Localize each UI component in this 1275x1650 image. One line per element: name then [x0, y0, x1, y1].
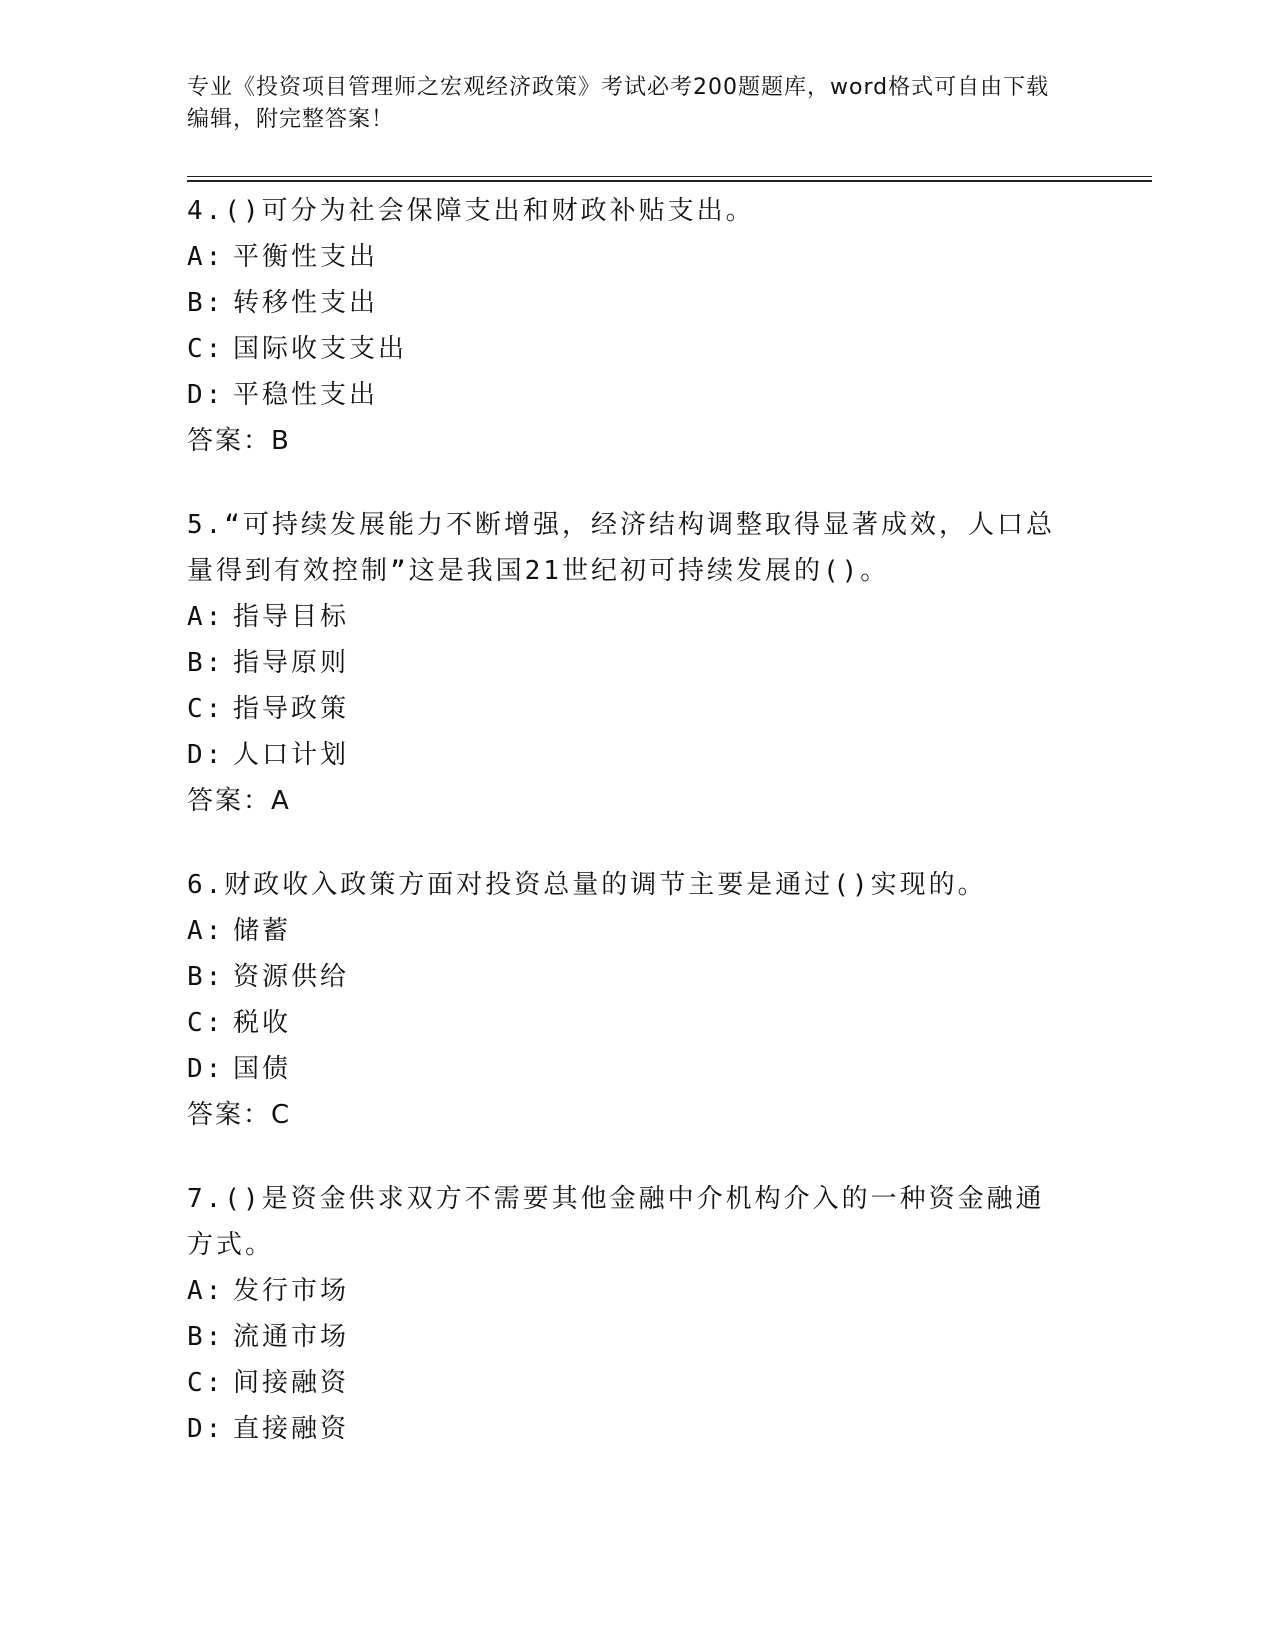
option-c: [187, 1360, 1067, 1406]
option-d: [187, 1046, 1067, 1092]
option-a: [187, 594, 1067, 640]
header-divider-thin: [187, 176, 1152, 177]
option-text: 发行市场: [233, 1276, 350, 1306]
option-text: 指导原则: [233, 648, 350, 678]
header-divider-thick: [187, 180, 1152, 182]
option-text: 国际收支支出: [233, 334, 408, 364]
option-letter: B:: [187, 962, 225, 992]
option-text: 指导目标: [233, 602, 350, 632]
option-text: 直接融资: [233, 1414, 350, 1444]
option-letter: B:: [187, 288, 225, 318]
option-text: 平稳性支出: [233, 380, 379, 410]
option-b: [187, 954, 1067, 1000]
option-text: 转移性支出: [233, 288, 379, 318]
option-letter: A:: [187, 916, 225, 946]
option-letter: D:: [187, 380, 225, 410]
option-letter: C:: [187, 334, 225, 364]
option-text: 人口计划: [233, 740, 350, 770]
question-item: [187, 188, 1067, 464]
answer-line: 答案：A: [187, 786, 291, 816]
option-letter: C:: [187, 1008, 225, 1038]
option-letter: C:: [187, 1368, 225, 1398]
option-b: [187, 1314, 1067, 1360]
option-text: 间接融资: [233, 1368, 350, 1398]
option-d: [187, 1406, 1067, 1452]
option-c: [187, 686, 1067, 732]
question-item: [187, 862, 1067, 1138]
option-b: [187, 640, 1067, 686]
option-a: [187, 234, 1067, 280]
option-letter: A:: [187, 1276, 225, 1306]
option-text: 流通市场: [233, 1322, 350, 1352]
question-stem: 5.“可持续发展能力不断增强，经济结构调整取得显著成效，人口总量得到有效控制”这是我国21世纪初可持续发展的()。: [187, 510, 1055, 586]
option-d: [187, 372, 1067, 418]
option-d: [187, 732, 1067, 778]
option-b: [187, 280, 1067, 326]
question-list: [187, 188, 1067, 1490]
document-header: 专业《投资项目管理师之宏观经济政策》考试必考200题题库，word格式可自由下载编辑，附完整答案！: [187, 75, 1050, 132]
question-item: [187, 502, 1067, 824]
option-letter: A:: [187, 602, 225, 632]
option-c: [187, 326, 1067, 372]
option-text: 税收: [233, 1008, 292, 1038]
option-text: 资源供给: [233, 962, 350, 992]
option-a: [187, 908, 1067, 954]
option-letter: B:: [187, 648, 225, 678]
option-letter: B:: [187, 1322, 225, 1352]
option-letter: A:: [187, 242, 225, 272]
option-letter: D:: [187, 740, 225, 770]
option-c: [187, 1000, 1067, 1046]
answer-line: 答案：C: [187, 1100, 292, 1130]
option-text: 国债: [233, 1054, 292, 1084]
answer-line: 答案：B: [187, 426, 291, 456]
option-a: [187, 1268, 1067, 1314]
question-stem: 7.()是资金供求双方不需要其他金融中介机构介入的一种资金融通方式。: [187, 1184, 1045, 1260]
option-text: 储蓄: [233, 916, 292, 946]
option-letter: D:: [187, 1414, 225, 1444]
option-letter: C:: [187, 694, 225, 724]
option-letter: D:: [187, 1054, 225, 1084]
question-stem: 6.财政收入政策方面对投资总量的调节主要是通过()实现的。: [187, 870, 987, 900]
option-text: 指导政策: [233, 694, 350, 724]
question-item: [187, 1176, 1067, 1452]
question-stem: 4.()可分为社会保障支出和财政补贴支出。: [187, 196, 755, 226]
option-text: 平衡性支出: [233, 242, 379, 272]
